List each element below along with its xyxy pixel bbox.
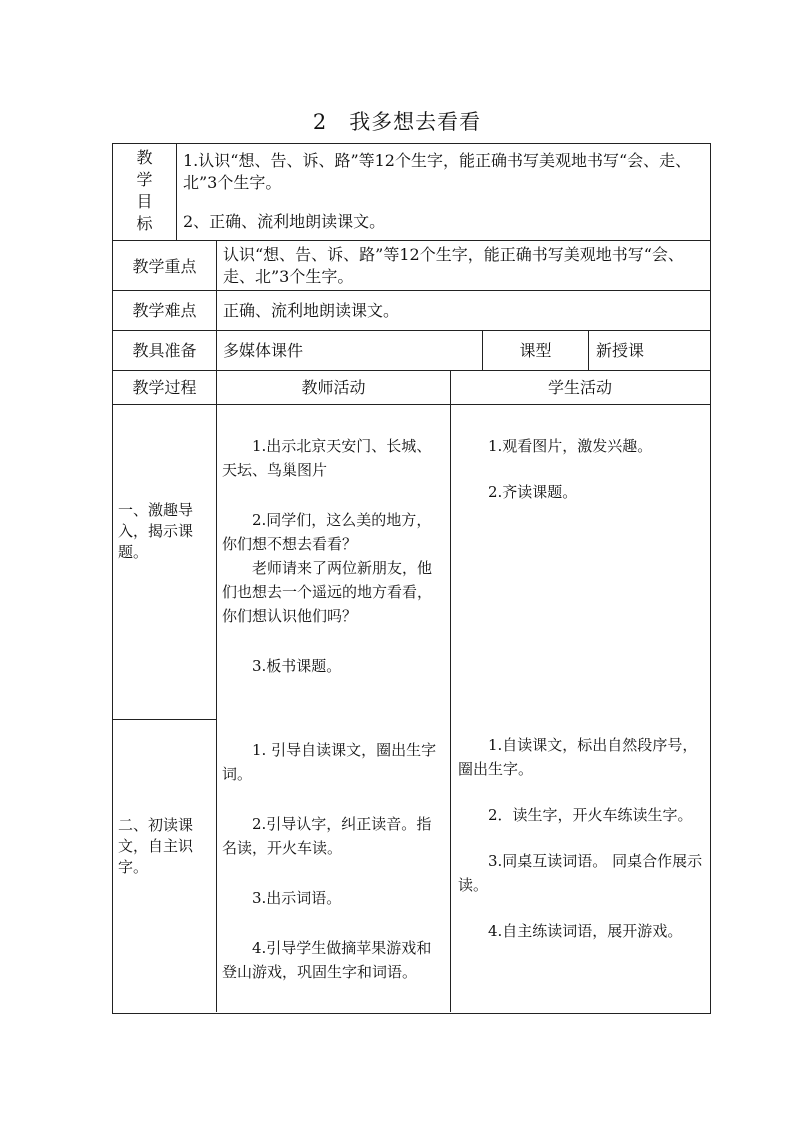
student-step: 2.齐读课题。 bbox=[488, 483, 578, 501]
col-divider bbox=[588, 330, 589, 370]
objectives-text bbox=[183, 150, 703, 233]
teacher-activities bbox=[222, 738, 446, 984]
process-header-stage: 教学过程 bbox=[132, 378, 197, 397]
teacher-activities bbox=[222, 434, 446, 678]
key-points-label: 教学重点 bbox=[132, 257, 197, 276]
materials-text: 多媒体课件 bbox=[223, 341, 304, 360]
row-divider bbox=[112, 370, 710, 371]
student-step: 2．读生字，开火车练读生字。 bbox=[488, 806, 693, 824]
objective-item: 2、正确、流利地朗读课文。 bbox=[183, 212, 386, 231]
page-title bbox=[0, 106, 794, 136]
lesson-number: 2 bbox=[312, 110, 328, 134]
lesson-type-value: 新授课 bbox=[596, 341, 645, 360]
teacher-step: 4.引导学生做摘苹果游戏和登山游戏，巩固生字和词语。 bbox=[222, 939, 432, 981]
teacher-step: 2.引导认字，纠正读音。指名读，开火车读。 bbox=[222, 815, 432, 857]
row-divider bbox=[112, 240, 710, 241]
row-divider bbox=[112, 404, 710, 405]
col-divider bbox=[216, 240, 217, 1012]
process-header-student: 学生活动 bbox=[547, 378, 612, 397]
student-step: 3.同桌互读词语。 同桌合作展示读。 bbox=[458, 852, 703, 894]
teacher-step: 1.出示北京天安门、长城、天坛、鸟巢图片 bbox=[222, 437, 432, 479]
student-activities bbox=[458, 733, 704, 943]
teacher-step: 1. 引导自读课文，圈出生字词。 bbox=[222, 741, 437, 783]
materials-label: 教具准备 bbox=[132, 341, 197, 360]
stage-name: 二、初读课文，自主识字。 bbox=[118, 816, 194, 876]
objective-item: 1.认识“想、告、诉、路”等12个生字，能正确书写美观地书写“会、走、北”3个生字。 bbox=[183, 151, 692, 192]
teacher-step: 3.出示词语。 bbox=[252, 889, 342, 907]
lesson-title: 我多想去看看 bbox=[349, 110, 482, 134]
col-divider bbox=[176, 143, 177, 240]
label-char: 学 bbox=[136, 170, 153, 189]
row-divider bbox=[112, 290, 710, 291]
label-char: 教 bbox=[136, 148, 153, 167]
objectives-label bbox=[113, 147, 176, 235]
col-divider bbox=[450, 370, 451, 1012]
row-divider bbox=[112, 330, 710, 331]
key-points-text: 认识“想、告、诉、路”等12个生字，能正确书写美观地书写“会、走、北”3个生字。 bbox=[223, 245, 684, 286]
student-step: 1.观看图片，激发兴趣。 bbox=[488, 437, 653, 455]
stage-name: 一、激趣导入，揭示课题。 bbox=[118, 501, 194, 561]
student-step: 4.自主练读词语，展开游戏。 bbox=[488, 922, 683, 940]
student-step: 1.自读课文，标出自然段序号，圈出生字。 bbox=[458, 736, 698, 778]
teacher-step: 3.板书课题。 bbox=[252, 657, 342, 675]
label-char: 目 bbox=[136, 192, 153, 211]
difficulties-text: 正确、流利地朗读课文。 bbox=[223, 301, 400, 320]
label-char: 标 bbox=[136, 214, 153, 233]
student-activities bbox=[458, 434, 704, 504]
lesson-type-label: 课型 bbox=[519, 341, 552, 360]
teacher-step: 老师请来了两位新朋友，他们也想去一个遥远的地方看看，你们想认识他们吗？ bbox=[222, 559, 433, 625]
teacher-step: 2.同学们，这么美的地方，你们想不想去看看？ bbox=[222, 511, 432, 553]
process-header-teacher: 教师活动 bbox=[301, 378, 366, 397]
stage-divider bbox=[112, 719, 216, 720]
difficulties-label: 教学难点 bbox=[132, 301, 197, 320]
